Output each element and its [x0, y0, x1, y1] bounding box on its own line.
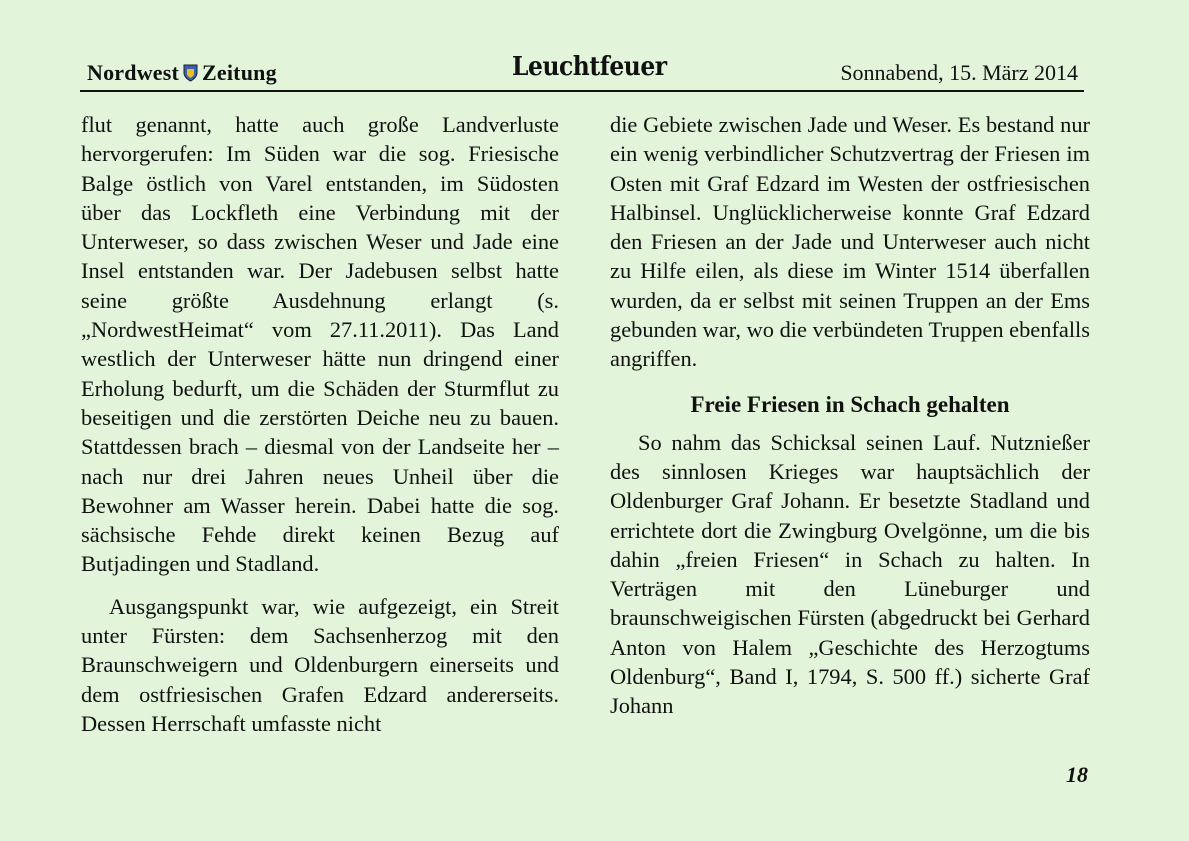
paragraph: So nahm das Schicksal seinen Lauf. Nutznießer des sinnlosen Krieges war hauptsächlich der Oldenburger Graf Johann. Er besetzte Stadland und errichtete dort die Zwingburg Ovelgönne, um die bis dahin „freien Friesen“ in Schach zu halten. In Verträgen mit den Lüneburger und braunschweigischen Fürsten (abgedruckt bei Gerhard Anton von Halem „Geschichte des Herzogtums Oldenburg“, Band I, 1794, S. 500 ff.) sicherte Graf Johann: [610, 429, 1090, 719]
coat-of-arms-icon: [183, 62, 198, 80]
section-title: Leuchtfeuer: [512, 52, 667, 82]
right-column: [610, 110, 1090, 721]
newspaper-name-part1: Nordwest: [87, 60, 180, 85]
newspaper-name-part2: Zeitung: [202, 60, 277, 85]
paragraph: Ausgangspunkt war, wie aufgezeigt, ein Streit unter Fürsten: dem Sachsenherzog mit den Braunschweigern und Oldenburgern einerseits und dem ostfriesischen Grafen Edzard andererseits. Dessen Herrschaft umfasste nicht: [81, 593, 559, 736]
issue-date: Sonnabend, 15. März 2014: [840, 60, 1078, 85]
newspaper-name: [87, 60, 277, 86]
paragraph: flut genannt, hatte auch große Landverluste hervorgerufen: Im Süden war die sog. Friesische Balge östlich von Varel entstanden, im Südosten über das Lockfleth eine Verbindung mit der Unterweser, so dass zwischen Weser und Jade eine Insel entstanden war. Der Jadebusen selbst hatte seine größte Ausdehnung erlangt (s. „NordwestHeimat“ vom 27.11.2011). Das Land westlich der Unterweser hätte nun dringend einer Erholung bedurft, um die Schäden der Sturmflut zu beseitigen und die zerstörten Deiche neu zu bauen. Stattdessen brach – diesmal von der Landseite her – nach nur drei Jahren neues Unheil über die Bewohner am Wasser herein. Dabei hatte die sog. sächsische Fehde direkt keinen Bezug auf Butjadingen und Stadland.: [81, 112, 559, 577]
left-column: [81, 110, 559, 738]
paragraph: die Gebiete zwischen Jade und Weser. Es bestand nur ein wenig verbindlicher Schutzvertrag der Friesen im Osten mit Graf Edzard im Westen der ostfriesischen Halbinsel. Unglücklicherweise konnte Graf Edzard den Friesen an der Jade und Unterweser auch nicht zu Hilfe eilen, als diese im Winter 1514 überfallen wurden, da er selbst mit seinen Truppen an der Ems gebunden war, wo die verbündeten Truppen ebenfalls angriffen.: [610, 112, 1090, 372]
subheading: Freie Friesen in Schach gehalten: [690, 391, 1010, 417]
masthead: [80, 52, 1084, 92]
page-number: 18: [1066, 762, 1088, 787]
